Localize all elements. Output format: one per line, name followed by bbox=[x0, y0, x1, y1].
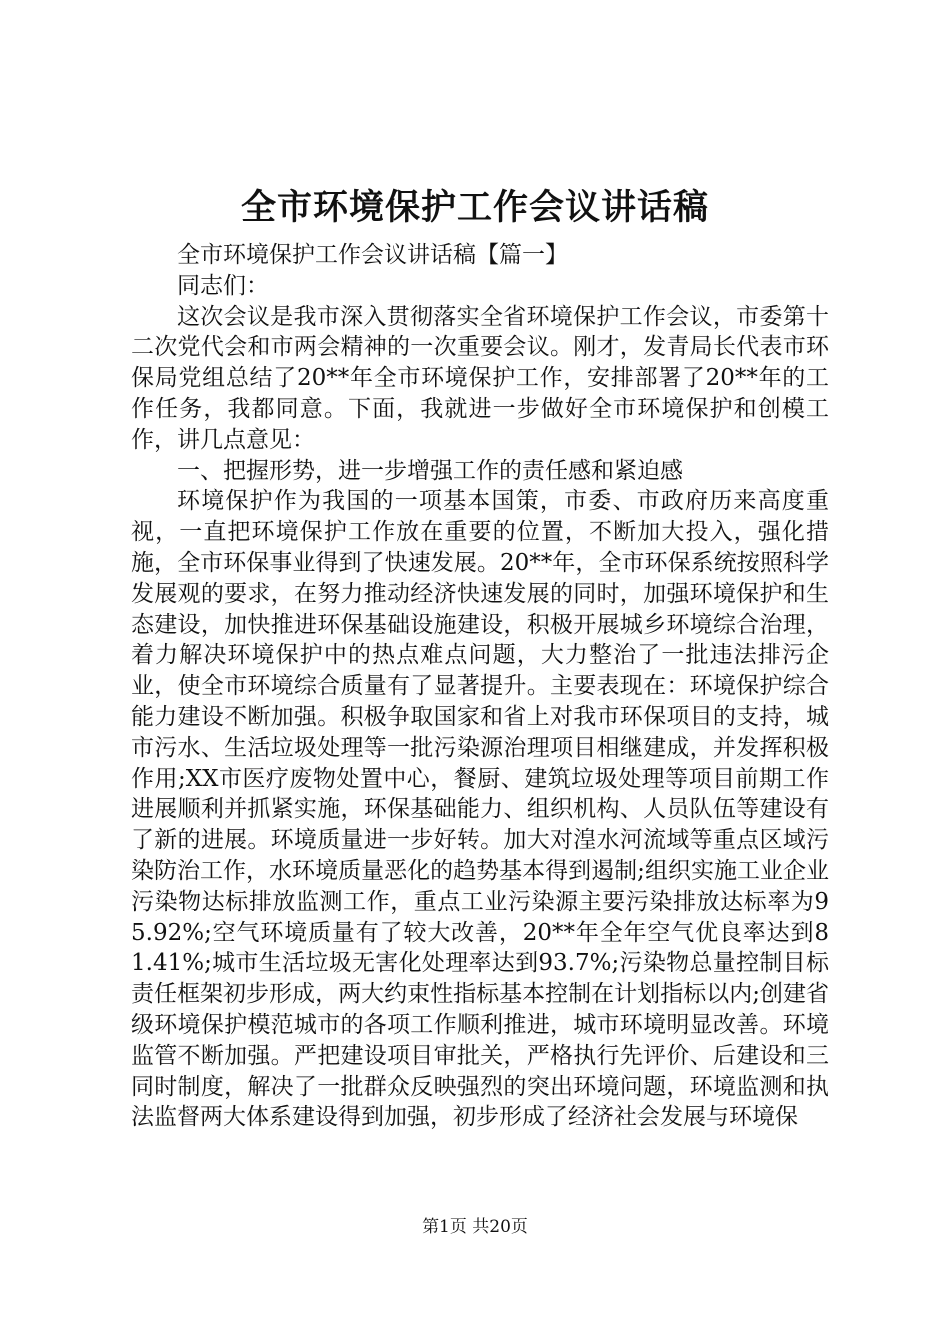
document-body bbox=[131, 240, 829, 1133]
document-title: 全市环境保护工作会议讲话稿 bbox=[240, 187, 709, 228]
body-paragraph: 这次会议是我市深入贯彻落实全省环境保护工作会议，市委第十二次党代会和市两会精神的一次重要会议。刚才，发青局长代表市环保局党组总结了20**年全市环境保护工作，安排部署了20**年的工作任务，我都同意。下面，我就进一步做好全市环境保护和创模工作，讲几点意见： bbox=[131, 303, 829, 453]
page-number-footer: 第1页 共20页 bbox=[422, 1217, 528, 1237]
body-paragraph: 环境保护作为我国的一项基本国策，市委、市政府历来高度重视，一直把环境保护工作放在重要的位置，不断加大投入，强化措施，全市环保事业得到了快速发展。20**年，全市环保系统按照科学发展观的要求，在努力推动经济快速发展的同时，加强环境保护和生态建设，加快推进环保基础设施建设，积极开展城乡环境综合治理，着力解决环境保护中的热点难点问题，大力整治了一批违法排污企业，使全市环境综合质量有了显著提升。主要表现在：环境保护综合能力建设不断加强。积极争取国家和省上对我市环保项目的支持，城市污水、生活垃圾处理等一批污染源治理项目相继建成，并发挥积极作用;XX市医疗废物处置中心，餐厨、建筑垃圾处理等项目前期工作进展顺利并抓紧实施，环保基础能力、组织机构、人员队伍等建设有了新的进展。环境质量进一步好转。加大对湟水河流域等重点区域污染防治工作，水环境质量恶化的趋势基本得到遏制;组织实施工业企业污染物达标排放监测工作，重点工业污染源主要污染排放达标率为95.92%;空气环境质量有了较大改善，20**年全年空气优良率达到81.41%;城市生活垃圾无害化处理率达到93.7%;污染物总量控制目标责任框架初步形成，两大约束性指标基本控制在计划指标以内;创建省级环境保护模范城市的各项工作顺利推进，城市环境明显改善。环境监管不断加强。严把建设项目审批关，严格执行先评价、后建设和三同时制度，解决了一批群众反映强烈的突出环境问题，环境监测和执法监督两大体系建设得到加强，初步形成了经济社会发展与环境保 bbox=[131, 488, 829, 1131]
section-heading: 全市环境保护工作会议讲话稿【篇一】 bbox=[177, 242, 568, 268]
salutation: 同志们： bbox=[177, 272, 269, 299]
sub-heading: 一、把握形势，进一步增强工作的责任感和紧迫感 bbox=[177, 457, 683, 484]
